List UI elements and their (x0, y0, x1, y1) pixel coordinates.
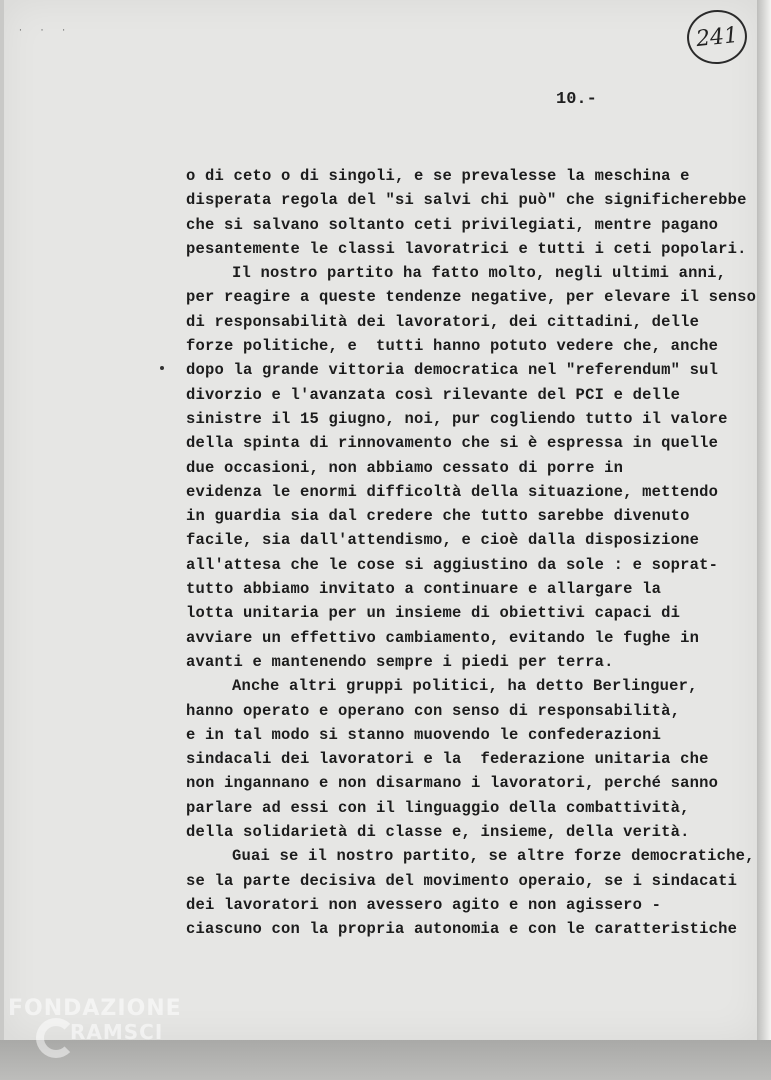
text-line: per reagire a queste tendenze negative, per elevare il senso (186, 288, 757, 307)
text-line: divorzio e l'avanzata così rilevante del PCI e delle (186, 385, 681, 404)
text-line: all'attesa che le cose si aggiustino da sole : e soprat- (186, 555, 719, 574)
text-line: di responsabilità dei lavoratori, dei cittadini, delle (186, 312, 700, 331)
body-text (186, 164, 761, 942)
text-line: facile, sia dall'attendismo, e cioè dalla disposizione (186, 531, 700, 550)
text-line: se la parte decisiva del movimento operaio, se i sindacati (186, 871, 738, 890)
text-line: ciascuno con la propria autonomia e con le caratteristiche (186, 920, 738, 939)
text-line: Il nostro partito ha fatto molto, negli ultimi anni, (232, 264, 727, 283)
text-line: lotta unitaria per un insieme di obiettivi capaci di (186, 604, 681, 623)
text-line: dopo la grande vittoria democratica nel "referendum" sul (186, 361, 719, 380)
text-line: o di ceto o di singoli, e se prevalesse la meschina e (186, 167, 690, 185)
text-line: Guai se il nostro partito, se altre forze democratiche, (232, 847, 755, 866)
watermark-line2: RAMSCI (70, 1020, 164, 1044)
text-line: Anche altri gruppi politici, ha detto Berlinguer, (232, 677, 698, 696)
text-line: della solidarietà di classe e, insieme, della verità. (186, 823, 690, 842)
text-line: e in tal modo si stanno muovendo le confederazioni (186, 725, 662, 744)
archive-number: 241 (694, 22, 740, 52)
text-line: dei lavoratori non avessero agito e non agissero - (186, 895, 662, 914)
text-line: forze politiche, e tutti hanno potuto vedere che, anche (186, 337, 719, 356)
watermark-line1: FONDAZIONE (8, 996, 182, 1021)
text-line: sinistre il 15 giugno, noi, pur cogliendo tutto il valore (186, 409, 728, 428)
text-line: tutto abbiamo invitato a continuare e allargare la (186, 580, 662, 599)
text-line: pesantemente le classi lavoratrici e tutti i ceti popolari. (186, 239, 747, 258)
text-line: sindacali dei lavoratori e la federazione unitaria che (186, 750, 709, 769)
text-line: parlare ad essi con il linguaggio della combattività, (186, 798, 690, 817)
text-line: avanti e mantenendo sempre i piedi per terra. (186, 652, 614, 671)
page-number: 10.- (556, 90, 597, 109)
text-line: evidenza le enormi difficoltà della situazione, mettendo (186, 482, 719, 501)
text-line: hanno operato e operano con senso di responsabilità, (186, 701, 681, 720)
text-line: della spinta di rinnovamento che si è espressa in quelle (186, 434, 719, 453)
scan-specks: · · · (18, 26, 73, 35)
text-line: che si salvano soltanto ceti privilegiati, mentre pagano (186, 215, 719, 234)
text-line: non ingannano e non disarmano i lavoratori, perché sanno (186, 774, 719, 793)
text-line: avviare un effettivo cambiamento, evitando le fughe in (186, 628, 700, 647)
archive-watermark (8, 996, 208, 1076)
text-line: disperata regola del "si salvi chi può" che significherebbe (186, 191, 747, 210)
text-line: due occasioni, non abbiamo cessato di porre in (186, 458, 624, 477)
text-line: in guardia sia dal credere che tutto sarebbe divenuto (186, 507, 690, 526)
margin-mark (160, 366, 164, 370)
